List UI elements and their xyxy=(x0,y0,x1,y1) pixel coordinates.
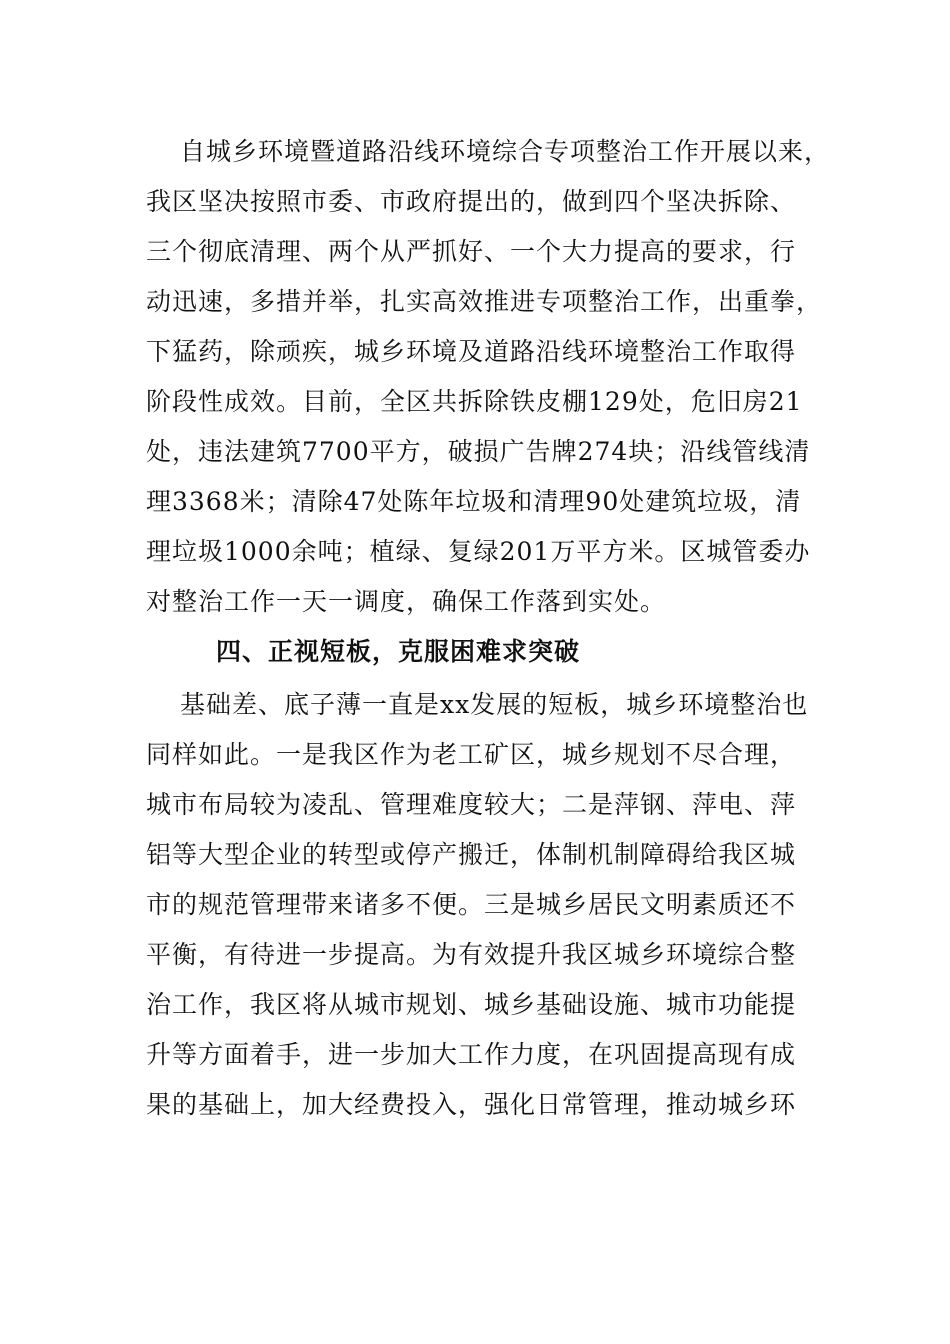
paragraph2-line-9: 果的基础上，加大经费投入，强化日常管理，推动城乡环 xyxy=(146,1090,797,1119)
paragraph1-line-5: 下猛药，除顽疾，城乡环境及道路沿线环境整治工作取得 xyxy=(146,337,797,366)
paragraph1-line-1: 自城乡环境暨道路沿线环境综合专项整治工作开展以来， xyxy=(180,137,831,166)
paragraph2-line-8: 升等方面着手，进一步加大工作力度，在巩固提高现有成 xyxy=(146,1040,797,1069)
paragraph1-line-10: 对整治工作一天一调度，确保工作落到实处。 xyxy=(146,587,667,616)
paragraph2-line-6: 平衡，有待进一步提高。为有效提升我区城乡环境综合整 xyxy=(146,940,797,969)
paragraph2-line-2: 同样如此。一是我区作为老工矿区，城乡规划不尽合理， xyxy=(146,740,797,769)
paragraph2-line-1: 基础差、底子薄一直是xx发展的短板，城乡环境整治也 xyxy=(180,690,809,719)
paragraph1-line-9: 理垃圾1000余吨；植绿、复绿201万平方米。区城管委办 xyxy=(146,537,811,566)
paragraph1-line-2: 我区坚决按照市委、市政府提出的，做到四个坚决拆除、 xyxy=(146,187,797,216)
section-heading: 四、正视短板，克服困难求突破 xyxy=(216,637,581,666)
paragraph1-line-4: 动迅速，多措并举，扎实高效推进专项整治工作，出重拳， xyxy=(146,287,823,316)
paragraph2-line-5: 市的规范管理带来诸多不便。三是城乡居民文明素质还不 xyxy=(146,890,797,919)
paragraph2-line-3: 城市布局较为凌乱、管理难度较大；二是萍钢、萍电、萍 xyxy=(146,790,797,819)
paragraph1-line-6: 阶段性成效。目前，全区共拆除铁皮棚129处，危旧房21 xyxy=(146,387,803,416)
paragraph1-line-7: 处，违法建筑7700平方，破损广告牌274块；沿线管线清 xyxy=(146,437,811,466)
paragraph2-line-7: 治工作，我区将从城市规划、城乡基础设施、城市功能提 xyxy=(146,990,797,1019)
paragraph2-line-4: 铝等大型企业的转型或停产搬迁，体制机制障碍给我区城 xyxy=(146,840,797,869)
paragraph1-line-8: 理3368米；清除47处陈年垃圾和清理90处建筑垃圾，清 xyxy=(146,487,802,516)
paragraph1-line-3: 三个彻底清理、两个从严抓好、一个大力提高的要求，行 xyxy=(146,237,797,266)
